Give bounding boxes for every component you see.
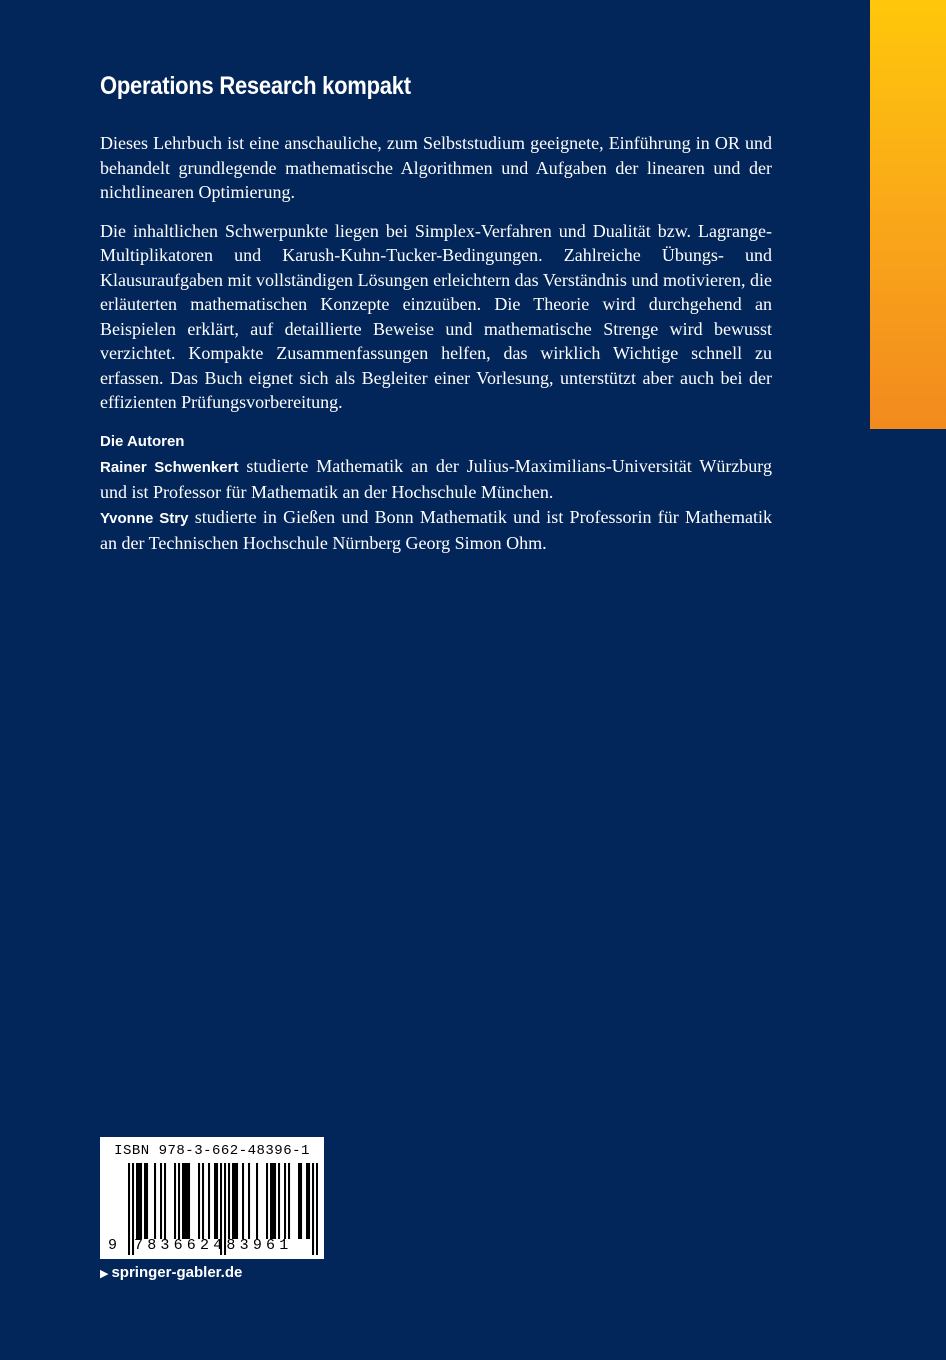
barcode-bar: [182, 1163, 184, 1239]
author-entry: [100, 454, 772, 505]
barcode-bar: [234, 1163, 236, 1239]
authors-heading: Die Autoren: [100, 432, 185, 450]
barcode-bar: [178, 1163, 180, 1239]
barcode-bar: [228, 1163, 230, 1239]
barcode-bar: [300, 1163, 302, 1239]
back-cover-text: [100, 72, 772, 556]
publisher-link[interactable]: [100, 1264, 242, 1281]
isbn-barcode: [100, 1137, 324, 1259]
barcode-bar: [278, 1163, 280, 1239]
author-bio-text: studierte Mathematik an der Julius-Maximilians-Universität Würzburg und ist Professor für Mathematik an der Hochschule München.: [100, 455, 772, 502]
accent-color-bar: [870, 0, 946, 429]
author-bio: [100, 505, 772, 556]
barcode-bar: [164, 1163, 166, 1239]
author-name: Rainer Schwenkert: [100, 458, 239, 476]
publisher-url: springer-gabler.de: [111, 1264, 243, 1281]
author-name: Yvonne Stry: [100, 509, 189, 527]
right-triangle-icon: ▶: [100, 1268, 109, 1280]
barcode-bar: [154, 1163, 156, 1239]
barcode-bar: [216, 1163, 218, 1239]
barcode-bar: [208, 1163, 210, 1239]
barcode-bar: [308, 1163, 310, 1239]
isbn-label: ISBN 978-3-662-48396-1: [114, 1143, 310, 1159]
barcode-bar: [232, 1163, 234, 1239]
barcode-bar: [144, 1163, 146, 1239]
barcode-bar: [184, 1163, 186, 1239]
barcode-bar: [188, 1163, 190, 1239]
barcode-bar: [242, 1163, 244, 1239]
barcode-bar: [160, 1163, 162, 1239]
barcode-bar: [298, 1163, 300, 1239]
barcode-bar: [270, 1163, 272, 1239]
description-paragraph-2: Die inhaltlichen Schwerpunkte liegen bei Simplex-Verfahren und Dualität bzw. Lagrange-Multiplikatoren und Karush-Kuhn-Tucker-Bedingungen. Zahlreiche Übungs- und Klausuraufgaben mit vollständigen Lösungen erleichtern das Verständnis und motivieren, die erläuterten mathematischen Konzepte einzuüben. Die Theorie wird durchgehend an Beispielen erklärt, auf detaillierte Beweise und mathematische Strenge wird bewusst verzichtet. Kompakte Zusammenfassungen helfen, das wirklich Wichtige schnell zu erfassen. Das Buch eignet sich als Begleiter einer Vorlesung, unterstützt aber auch bei der effizienten Prüfungsvorbereitung.: [100, 220, 772, 412]
barcode-bar: [288, 1163, 290, 1239]
book-title: Operations Research kompakt: [100, 72, 411, 100]
barcode-bar: [284, 1163, 286, 1239]
barcode-bar: [136, 1163, 138, 1239]
barcode-bar: [174, 1163, 176, 1239]
barcode-bar: [272, 1163, 274, 1239]
barcode-bar: [202, 1163, 204, 1239]
barcode-bar: [256, 1163, 258, 1239]
author-bio: [100, 454, 772, 505]
barcode-bar: [236, 1163, 238, 1239]
barcode-bar: [138, 1163, 140, 1239]
barcode-bar: [266, 1163, 268, 1239]
barcode-bar: [306, 1163, 308, 1239]
author-entry: [100, 505, 772, 556]
barcode-bar: [186, 1163, 188, 1239]
description-paragraph-1: Dieses Lehrbuch ist eine anschauliche, zum Selbststudium geeignete, Einführung in OR und behandelt grundlegende mathematische Algorithmen und Aufgaben der linearen und der nichtlinearen Optimierung.: [100, 133, 772, 202]
barcode-bar: [128, 1163, 130, 1255]
barcode-bar: [146, 1163, 148, 1239]
barcode-bar: [274, 1163, 276, 1239]
ean-remaining-digits: 783662483961: [134, 1237, 293, 1254]
author-bio-text: studierte in Gießen und Bonn Mathematik und ist Professorin für Mathematik an der Technischen Hochschule Nürnberg Georg Simon Ohm.: [100, 506, 772, 553]
ean-first-digit: 9: [108, 1237, 118, 1254]
barcode-bar: [248, 1163, 250, 1239]
barcode-bar: [198, 1163, 200, 1239]
barcode-bar: [140, 1163, 142, 1239]
barcode-bar: [214, 1163, 216, 1239]
